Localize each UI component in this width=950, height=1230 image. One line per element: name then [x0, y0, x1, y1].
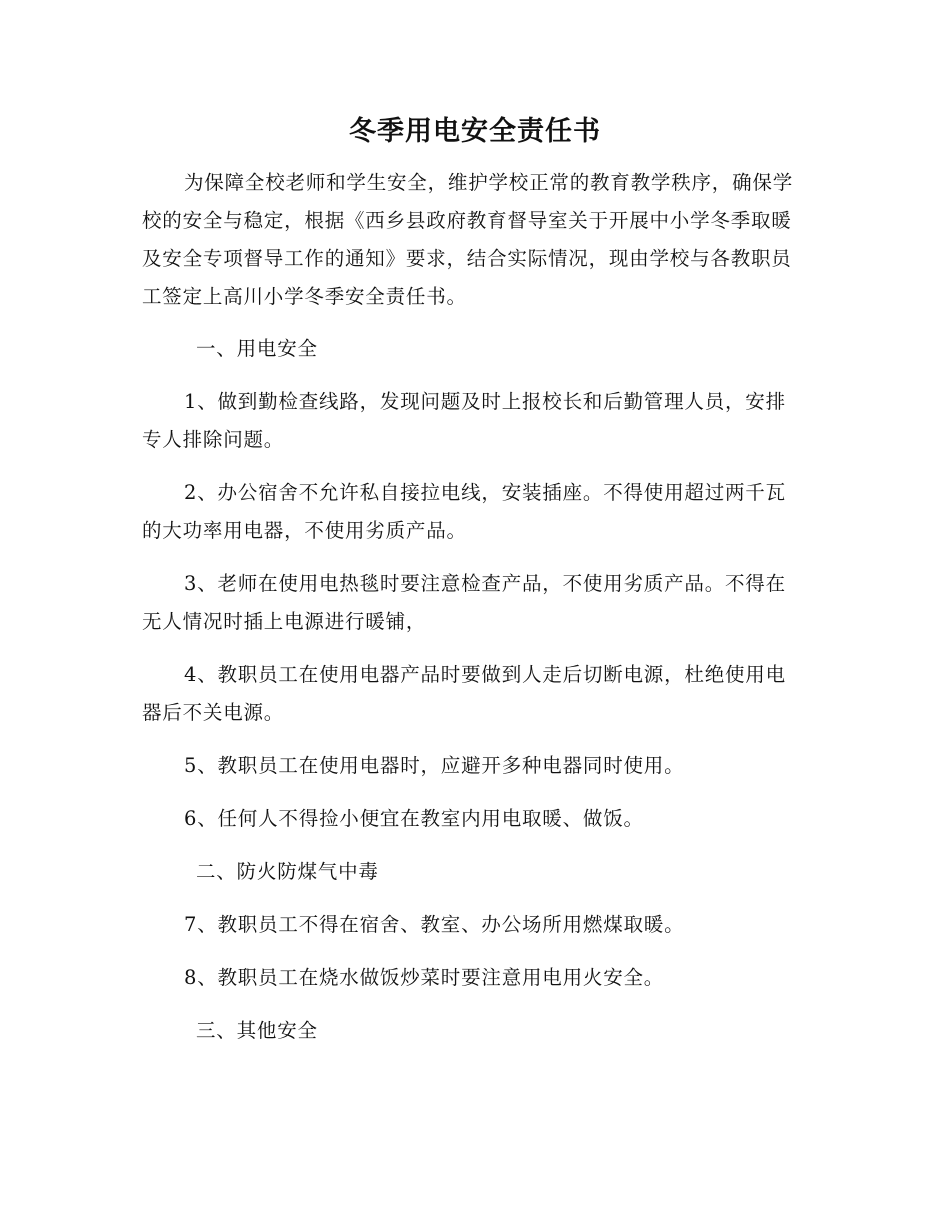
- list-item: 8、教职员工在烧水做饭炒菜时要注意用电用火安全。: [184, 966, 665, 989]
- intro-paragraph: 为保障全校老师和学生安全，维护学校正常的教育教学秩序，确保学校的安全与稳定，根据《西乡县政府教育督导室关于开展中小学冬季取暖及安全专项督导工作的通知》要求，结合实际情况，现由学校与各教职员工签定上高川小学冬季安全责任书。: [142, 171, 794, 308]
- list-item: 5、教职员工在使用电器时，应避开多种电器同时使用。: [184, 754, 685, 777]
- section-heading-other: 三、其他安全: [196, 1019, 318, 1042]
- document-title: 冬季用电安全责任书: [349, 116, 601, 147]
- list-item: 1、做到勤检查线路，发现问题及时上报校长和后勤管理人员，安排专人排除问题。: [142, 390, 786, 451]
- list-item: 4、教职员工在使用电器产品时要做到人走后切断电源，杜绝使用电器后不关电源。: [142, 663, 786, 724]
- list-item: 7、教职员工不得在宿舍、教室、办公场所用燃煤取暖。: [184, 913, 685, 936]
- document-body: [142, 164, 806, 1065]
- list-item: 2、办公宿舍不允许私自接拉电线，安装插座。不得使用超过两千瓦的大功率用电器，不使用劣质产品。: [142, 481, 786, 542]
- section-heading-electricity: 一、用电安全: [196, 337, 318, 360]
- list-item: 6、任何人不得捡小便宜在教室内用电取暖、做饭。: [184, 807, 644, 830]
- list-item: 3、老师在使用电热毯时要注意检查产品，不使用劣质产品。不得在无人情况时插上电源进行暖铺，: [142, 572, 786, 633]
- section-heading-fire: 二、防火防煤气中毒: [196, 860, 379, 883]
